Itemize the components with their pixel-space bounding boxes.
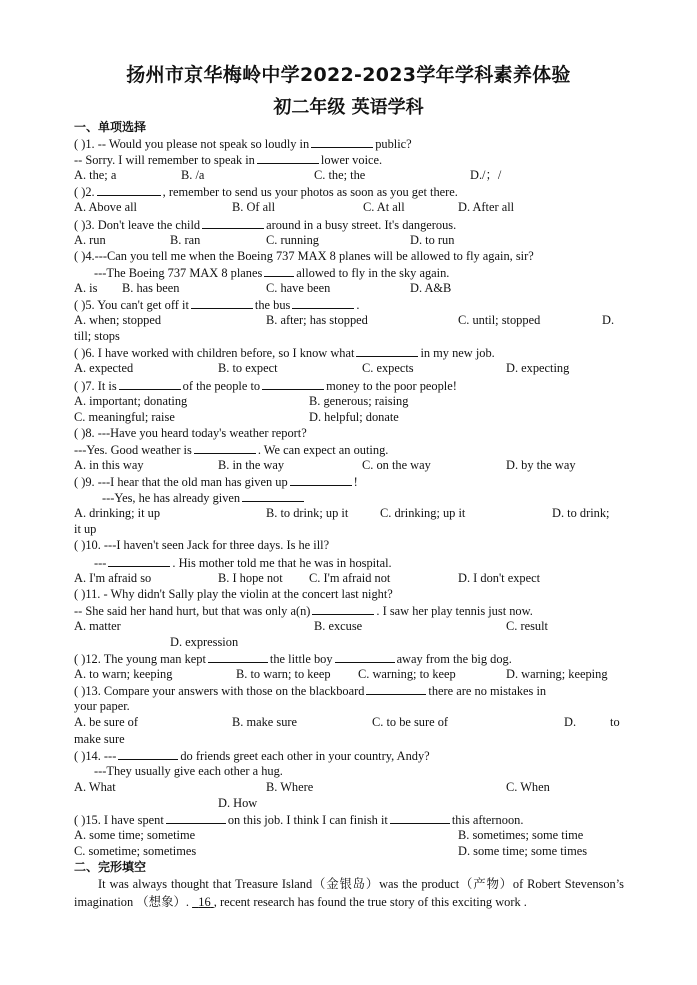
option-c[interactable]: C. At all [363, 200, 405, 215]
option-a[interactable]: A. in this way [74, 457, 144, 472]
option-b[interactable]: B. ran [170, 232, 201, 247]
question-3: ( )3. Don't leave the child around in a busy street. It's dangerous. [74, 217, 457, 232]
option-d[interactable]: D. After all [458, 200, 515, 215]
option-c[interactable]: C. result [506, 618, 548, 633]
answer-blank[interactable] [292, 296, 354, 309]
question-5-options-wrap: till; stops [74, 329, 120, 344]
question-8-options [74, 457, 624, 473]
question-5-options [74, 312, 624, 328]
option-c[interactable]: C. warning; to keep [358, 667, 456, 682]
option-a[interactable]: A. to warn; keeping [74, 667, 173, 682]
option-c[interactable]: C. on the way [362, 457, 431, 472]
option-d[interactable]: D./；/ [470, 168, 502, 183]
question-12: ( )12. The young man kept the little boy away from the big dog. [74, 652, 512, 667]
cloze-blank-number[interactable]: 16 [198, 895, 211, 910]
option-d[interactable]: D. to run [410, 232, 455, 247]
answer-blank[interactable] [202, 216, 264, 229]
page-subtitle: 初二年级 英语学科 [273, 97, 424, 118]
question-7-options [74, 393, 624, 409]
question-1-options [74, 167, 624, 183]
option-c[interactable]: C. running [266, 232, 320, 247]
answer-blank[interactable] [191, 296, 253, 309]
option-b[interactable]: B. to warn; to keep [236, 667, 331, 682]
section-heading: 二、完形填空 [74, 860, 147, 875]
question-9: ( )9. ---I hear that the old man has given up ! [74, 475, 358, 490]
answer-blank[interactable] [335, 650, 395, 663]
option-b[interactable]: B. Where [266, 779, 314, 794]
option-b[interactable]: B. /a [181, 168, 205, 183]
option-c[interactable]: C. until; stopped [458, 313, 541, 328]
question-10-reply: --- . His mother told me that he was in hospital. [94, 555, 392, 570]
option-d[interactable]: D. some time; some times [458, 844, 588, 859]
option-d[interactable]: D. [564, 715, 577, 730]
answer-blank[interactable] [194, 441, 256, 454]
page-title: 扬州市京华梅岭中学2022-2023学年学科素养体验 [126, 64, 571, 86]
question-6: ( )6. I have worked with children before, so I know what in my new job. [74, 346, 495, 361]
option-c[interactable]: C. meaningful; raise [74, 409, 175, 424]
option-d[interactable]: D. I don't expect [458, 570, 541, 585]
option-a[interactable]: A. drinking; it up [74, 506, 161, 521]
question-14-reply: ---They usually give each other a hug. [94, 763, 283, 778]
question-12-options [74, 666, 624, 682]
question-9-reply: ---Yes, he has already given [74, 489, 624, 505]
option-d[interactable]: D. A&B [410, 280, 452, 295]
answer-blank[interactable] [166, 811, 226, 824]
option-a[interactable]: A. I'm afraid so [74, 570, 152, 585]
answer-blank[interactable] [208, 650, 268, 663]
option-a[interactable]: A. some time; sometime [74, 828, 196, 843]
option-d[interactable]: D. by the way [506, 457, 576, 472]
option-c[interactable]: C. When [506, 779, 550, 794]
option-a[interactable]: A. What [74, 779, 116, 794]
question-14-options-2 [74, 795, 624, 811]
option-b[interactable]: B. generous; raising [309, 393, 409, 408]
option-d[interactable]: D. to drink; [552, 506, 610, 521]
option-b[interactable]: B. make sure [232, 715, 298, 730]
option-d[interactable]: D. How [218, 795, 258, 810]
option-d[interactable]: D. warning; keeping [506, 667, 608, 682]
answer-blank[interactable] [108, 554, 170, 567]
option-d-cont: to [610, 715, 620, 730]
question-11-options [74, 618, 624, 634]
question-1: ( )1. -- Would you please not speak so loudly in public? [74, 137, 412, 152]
option-b[interactable]: B. has been [122, 280, 180, 295]
question-4-reply: ---The Boeing 737 MAX 8 planes allowed to fly in the sky again. [94, 265, 450, 280]
option-d[interactable]: D. expecting [506, 361, 570, 376]
option-c[interactable]: C. sometime; sometimes [74, 844, 197, 859]
question-14-options [74, 779, 624, 795]
question-6-options [74, 360, 624, 376]
answer-blank[interactable] [390, 811, 450, 824]
option-a[interactable]: A. important; donating [74, 393, 188, 408]
answer-blank[interactable] [119, 377, 181, 390]
question-4-options [74, 280, 624, 296]
option-a[interactable]: A. the; a [74, 168, 117, 183]
option-b[interactable]: B. I hope not [218, 570, 283, 585]
question-9-options [74, 505, 624, 521]
option-c[interactable]: C. to be sure of [372, 715, 449, 730]
option-b[interactable]: B. after; has stopped [266, 313, 368, 328]
question-5: ( )5. You can't get off it the bus . [74, 298, 360, 313]
question-3-options [74, 232, 624, 248]
question-2: ( )2. , remember to send us your photos as soon as you get there. [74, 185, 458, 200]
question-13-options [74, 714, 624, 730]
answer-blank[interactable] [290, 473, 352, 486]
answer-blank[interactable] [356, 344, 418, 357]
answer-blank[interactable] [264, 264, 294, 277]
cloze-passage: It was always thought that Treasure Island（金银岛）was the product（产物）of Robert Stevenson’s imagination （想象）. 16 , recent research has found the true story of this exciting work . [74, 877, 624, 910]
option-a[interactable]: A. when; stopped [74, 313, 162, 328]
question-4: ( )4.---Can you tell me when the Boeing 737 MAX 8 planes will be allowed to fly again, sir? [74, 248, 534, 263]
question-9-options-wrap: it up [74, 522, 97, 537]
option-b[interactable]: B. excuse [314, 618, 363, 633]
question-13-options-wrap: make sure [74, 731, 125, 746]
question-15-options [74, 827, 624, 843]
question-10: ( )10. ---I haven't seen Jack for three days. Is he ill? [74, 538, 330, 553]
option-b[interactable]: B. to drink; up it [266, 506, 349, 521]
question-14: ( )14. --- do friends greet each other in your country, Andy? [74, 748, 430, 763]
question-15: ( )15. I have spent on this job. I think I can finish it this afternoon. [74, 813, 524, 828]
answer-blank[interactable] [366, 682, 426, 695]
exam-body [74, 119, 624, 911]
question-1-reply: -- Sorry. I will remember to speak in lower voice. [74, 153, 383, 168]
question-7-options-2 [74, 409, 624, 425]
question-2-options [74, 199, 624, 215]
option-c[interactable]: C. I'm afraid not [309, 570, 391, 585]
question-7: ( )7. It is of the people to money to the poor people! [74, 378, 457, 393]
question-11-reply: -- She said her hand hurt, but that was only a(n) . I saw her play tennis just now. [74, 603, 533, 618]
option-b[interactable]: B. Of all [232, 200, 276, 215]
answer-blank[interactable] [97, 183, 161, 196]
option-b[interactable]: B. sometimes; some time [458, 828, 584, 843]
option-a[interactable]: A. be sure of [74, 715, 138, 730]
answer-blank[interactable] [118, 747, 178, 760]
answer-blank[interactable] [262, 377, 324, 390]
option-a[interactable]: A. expected [74, 361, 134, 376]
question-15-options-2 [74, 843, 624, 859]
option-b[interactable]: B. in the way [218, 457, 285, 472]
question-8-reply: ---Yes. Good weather is . We can expect an outing. [74, 442, 389, 457]
question-13: ( )13. Compare your answers with those on the blackboard there are no mistakes in [74, 684, 547, 699]
option-d[interactable]: D. expression [170, 635, 239, 649]
option-a[interactable]: A. matter [74, 618, 121, 633]
option-c[interactable]: C. drinking; up it [380, 506, 466, 521]
option-a[interactable]: A. run [74, 232, 106, 247]
question-8: ( )8. ---Have you heard today's weather report? [74, 425, 307, 440]
question-13-cont: your paper. [74, 699, 130, 714]
section-heading: 一、单项选择 [74, 120, 147, 134]
answer-blank[interactable] [257, 151, 319, 164]
answer-blank[interactable] [242, 489, 304, 502]
answer-blank[interactable] [312, 602, 374, 615]
option-b[interactable]: B. to expect [218, 361, 278, 376]
question-11: ( )11. - Why didn't Sally play the violin at the concert last night? [74, 586, 393, 601]
option-d[interactable]: D. [602, 313, 615, 328]
option-d[interactable]: D. helpful; donate [309, 409, 399, 424]
option-a[interactable]: A. Above all [74, 200, 137, 215]
option-c[interactable]: C. expects [362, 361, 414, 376]
option-c[interactable]: C. the; the [314, 168, 366, 183]
option-a[interactable]: A. is [74, 280, 98, 295]
question-10-options [74, 570, 624, 586]
option-c[interactable]: C. have been [266, 280, 331, 295]
question-11-options-2 [74, 634, 624, 650]
answer-blank[interactable] [311, 135, 373, 148]
